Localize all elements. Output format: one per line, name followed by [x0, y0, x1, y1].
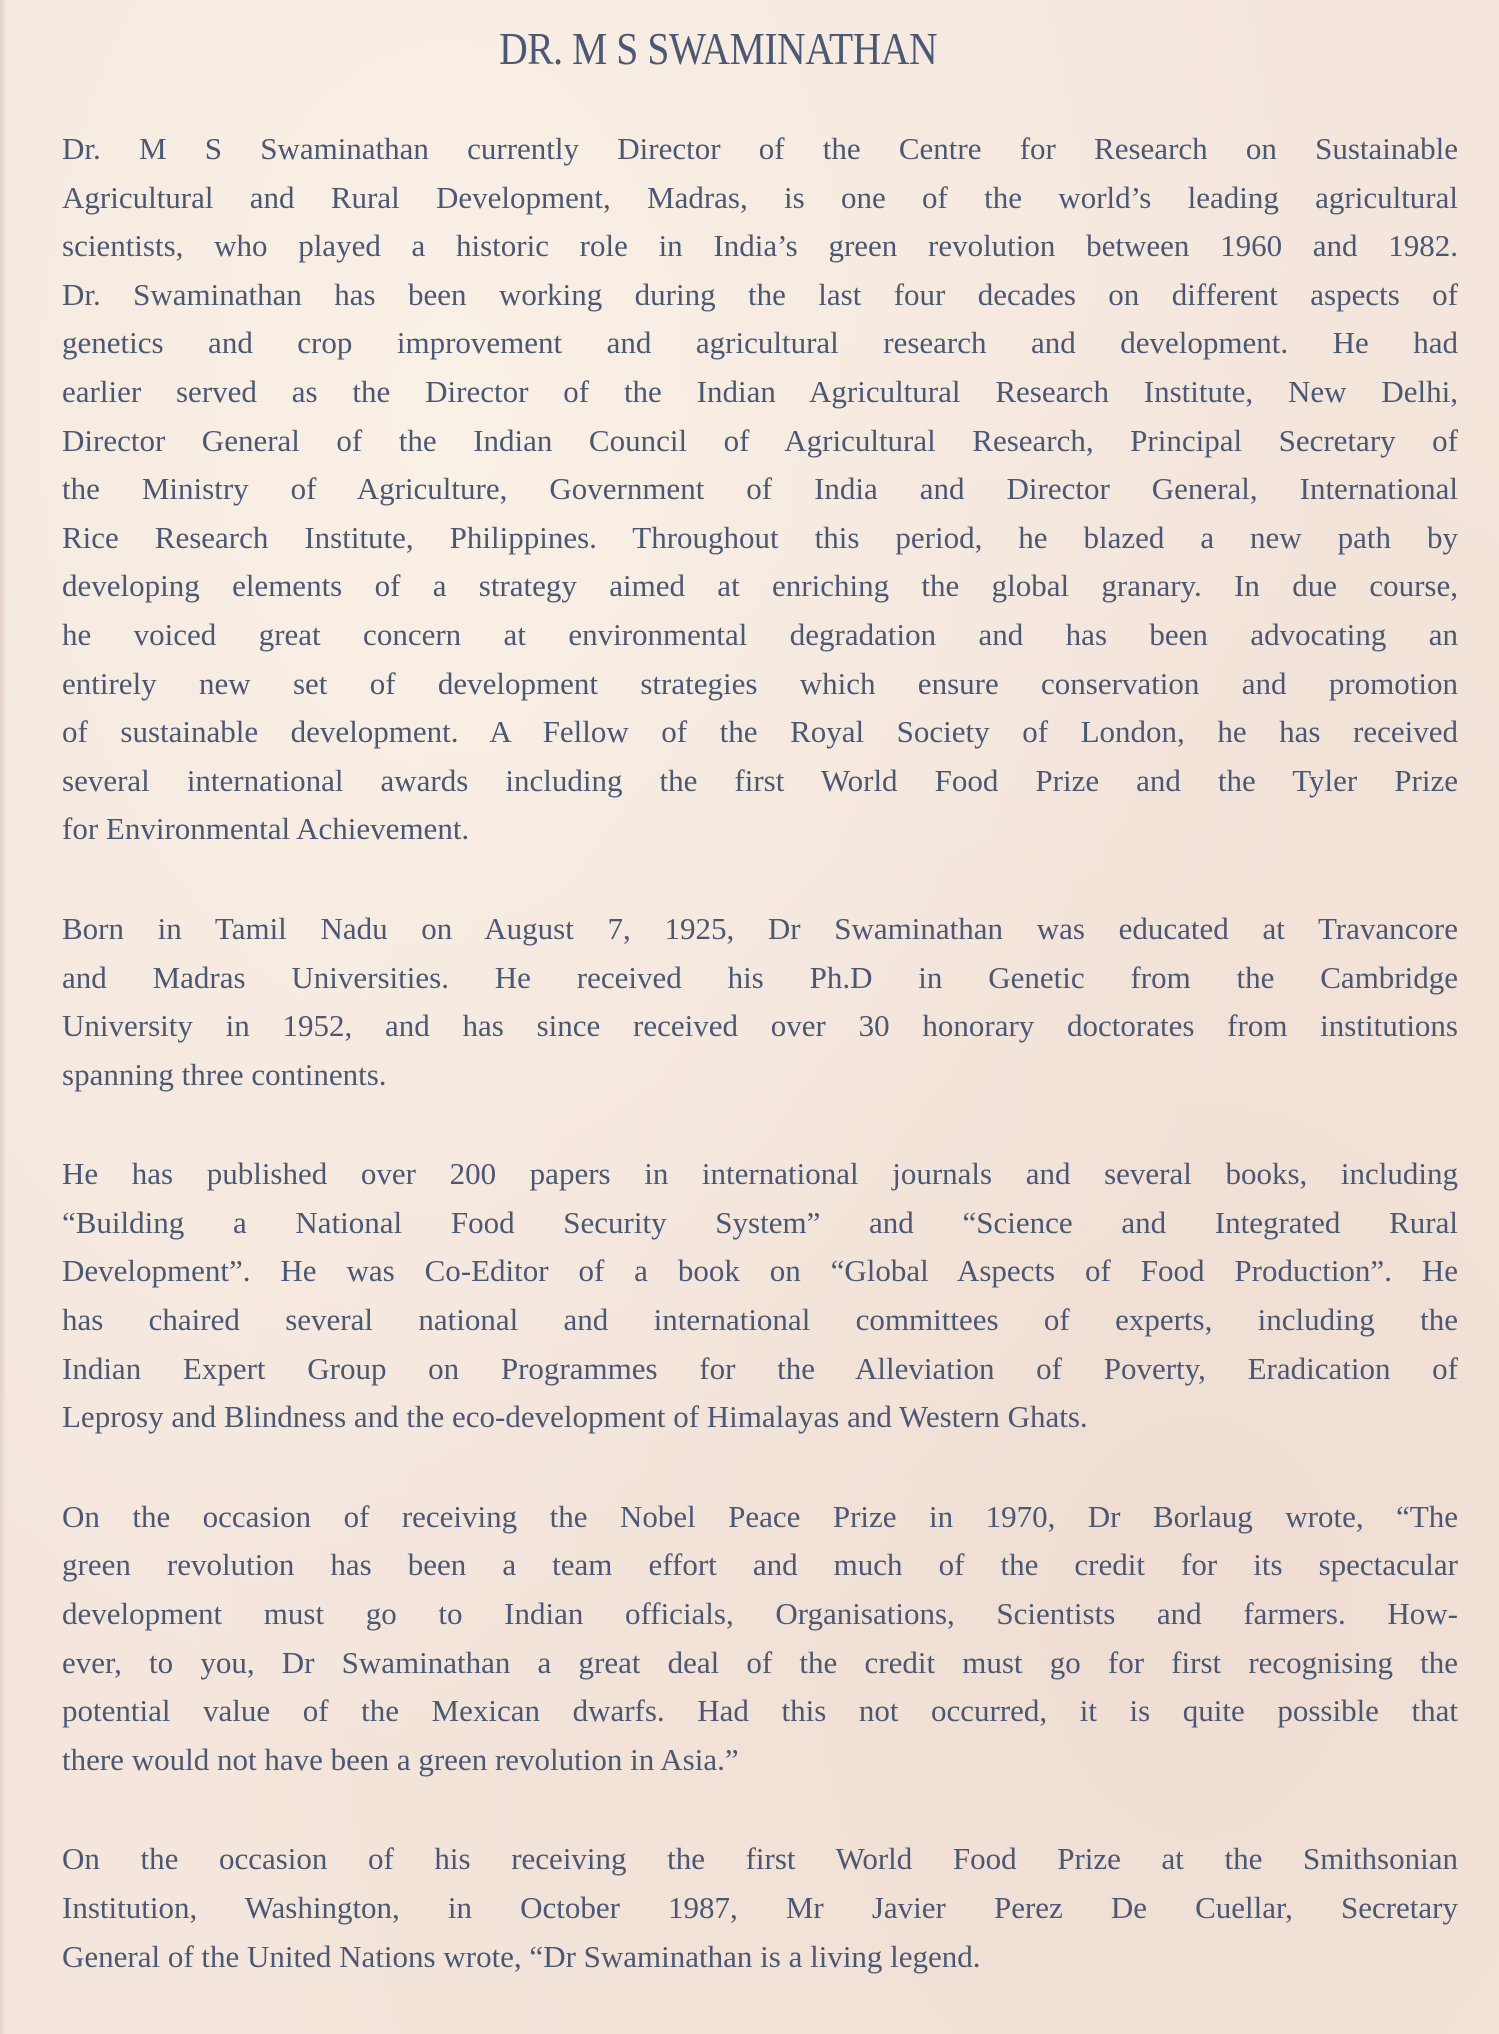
text-line: green revolution has been a team effort and much of the credit for its spectacular — [62, 1547, 1458, 1583]
paragraph — [62, 125, 1458, 854]
paragraph — [62, 1150, 1458, 1442]
text-line: Agricultural and Rural Development, Madras, is one of the world’s leading agricultural — [62, 179, 1458, 215]
text-line: Indian Expert Group on Programmes for the Alleviation of Poverty, Eradication of — [62, 1350, 1458, 1386]
text-line: has chaired several national and international committees of experts, including the — [62, 1302, 1458, 1338]
text-line: the Ministry of Agriculture, Government of India and Director General, International — [62, 471, 1458, 507]
text-line: for Environmental Achievement. — [62, 811, 470, 847]
text-line: earlier served as the Director of the Indian Agricultural Research Institute, New Delhi, — [62, 373, 1458, 409]
page-title: DR. M S SWAMINATHAN — [499, 23, 938, 74]
page-edge — [0, 0, 6, 2034]
text-line: scientists, who played a historic role in India’s green revolution between 1960 and 1982. — [62, 228, 1458, 264]
text-line: Rice Research Institute, Philippines. Throughout this period, he blazed a new path by — [62, 519, 1458, 555]
text-line: “Building a National Food Security System” and “Science and Integrated Rural — [62, 1204, 1458, 1240]
text-line: Dr. Swaminathan has been working during the last four decades on different aspects of — [62, 276, 1458, 312]
paragraph — [62, 1493, 1458, 1785]
paragraph — [62, 905, 1458, 1099]
text-line: Dr. M S Swaminathan currently Director of the Centre for Research on Sustainable — [62, 131, 1458, 166]
text-line: Born in Tamil Nadu on August 7, 1925, Dr Swaminathan was educated at Travancore — [62, 910, 1458, 946]
text-line: there would not have been a green revolution in Asia.” — [62, 1741, 739, 1777]
text-line: Development”. He was Co-Editor of a book on “Global Aspects of Food Production”. He — [62, 1253, 1458, 1289]
text-line: Institution, Washington, in October 1987, Mr Javier Perez De Cuellar, Secretary — [62, 1890, 1458, 1925]
text-line: genetics and crop improvement and agricultural research and development. He had — [62, 325, 1458, 361]
text-line: several international awards including the first World Food Prize and the Tyler Prize — [62, 762, 1458, 798]
text-line: On the occasion of receiving the Nobel Peace Prize in 1970, Dr Borlaug wrote, “The — [62, 1498, 1458, 1534]
text-line: and Madras Universities. He received his Ph.D in Genetic from the Cambridge — [62, 959, 1458, 995]
text-line: spanning three continents. — [62, 1056, 387, 1092]
text-line: development must go to Indian officials, Organisations, Scientists and farmers. How- — [62, 1596, 1458, 1632]
text-line: He has published over 200 papers in international journals and several books, including — [62, 1156, 1458, 1192]
text-line: On the occasion of his receiving the first World Food Prize at the Smithsonian — [62, 1841, 1458, 1877]
text-line: of sustainable development. A Fellow of the Royal Society of London, he has received — [62, 714, 1458, 750]
text-line: Director General of the Indian Council of Agricultural Research, Principal Secretary of — [62, 422, 1458, 458]
text-line: potential value of the Mexican dwarfs. Had this not occurred, it is quite possible that — [62, 1693, 1458, 1729]
text-line: ever, to you, Dr Swaminathan a great deal of the credit must go for first recognising the — [62, 1644, 1458, 1680]
paragraph — [62, 1835, 1458, 1981]
document-body — [62, 125, 1458, 2032]
text-line: he voiced great concern at environmental degradation and has been advocating an — [62, 616, 1458, 652]
text-line: University in 1952, and has since received over 30 honorary doctorates from institutions — [62, 1008, 1458, 1044]
text-line: developing elements of a strategy aimed at enriching the global granary. In due course, — [62, 568, 1458, 604]
text-line: entirely new set of development strategies which ensure conservation and promotion — [62, 665, 1458, 701]
text-line: Leprosy and Blindness and the eco-development of Himalayas and Western Ghats. — [62, 1399, 1088, 1435]
text-line: General of the United Nations wrote, “Dr Swaminathan is a living legend. — [62, 1938, 981, 1974]
